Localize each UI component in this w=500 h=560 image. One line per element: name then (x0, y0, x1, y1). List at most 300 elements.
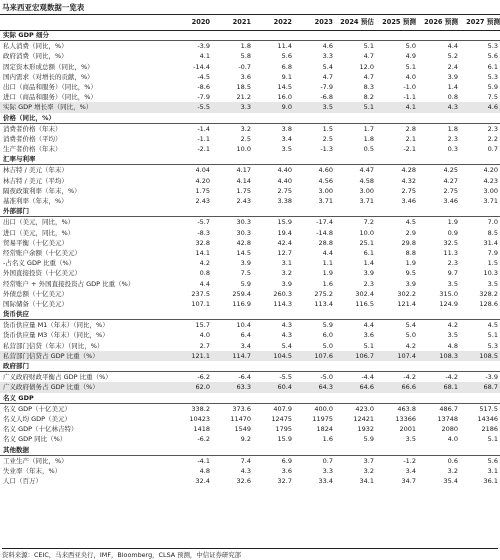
column-header: 2021 (232, 18, 251, 26)
table-cell: 32.8 (195, 238, 210, 247)
table-cell: 14346 (477, 414, 498, 423)
table-cell: 517.5 (479, 404, 498, 413)
table-cell: 6.4 (240, 331, 251, 340)
table-cell: 5.9 (322, 321, 333, 330)
table-cell: 5.9 (487, 82, 498, 91)
table-cell: 35.4 (443, 477, 458, 486)
table-cell: 42.8 (236, 238, 251, 247)
section-header-row (0, 445, 500, 456)
table-cell: 338.2 (191, 404, 210, 413)
section-title: 价格（同比，%） (3, 113, 56, 122)
table-cell: -6.4 (238, 373, 251, 382)
table-cell: 4.7 (363, 72, 374, 81)
table-row (0, 51, 500, 61)
row-label: 经常账户 + 外国直接投资占 GDP 比重（%） (3, 279, 135, 288)
table-cell: 3.71 (359, 197, 374, 205)
table-cell: 373.6 (232, 404, 251, 413)
table-cell: 33.4 (318, 477, 333, 486)
table-cell: 4.5 (487, 321, 498, 330)
table-row (0, 144, 500, 154)
table-cell: 25.1 (359, 238, 374, 247)
table-cell: 4.4 (447, 42, 458, 51)
table-cell: 4.8 (199, 466, 210, 475)
table-row (0, 248, 500, 258)
table-cell: -5.0 (320, 373, 333, 382)
table-row (0, 102, 500, 112)
table-cell: -2.1 (403, 145, 416, 154)
table-cell: 31.4 (483, 238, 498, 247)
table-cell: -8.3 (197, 228, 210, 237)
table-cell: 2.43 (236, 197, 251, 205)
table-cell: 4.60 (318, 166, 333, 175)
row-label: 进口（美元，同比，%） (3, 228, 75, 237)
table-cell: 4.1 (405, 103, 416, 112)
table-cell: 4.47 (359, 166, 374, 175)
table-row (0, 41, 500, 51)
table-cell: 34.1 (359, 477, 374, 486)
table-cell: 1.75 (195, 186, 210, 195)
table-cell: 3.1 (487, 466, 498, 475)
table-row (0, 72, 500, 82)
table-cell: 1932 (357, 425, 374, 434)
table-cell: 107.6 (314, 351, 333, 360)
table-row (0, 196, 500, 206)
table-cell: 1.5 (487, 259, 498, 268)
table-cell: 64.6 (359, 383, 374, 392)
table-cell: 1.5 (322, 124, 333, 133)
table-cell: 124.9 (439, 299, 458, 308)
table-cell: 1.4 (363, 259, 374, 268)
section-header-row (0, 206, 500, 217)
table-cell: 4.23 (483, 176, 498, 185)
table-cell: 0.3 (447, 145, 458, 154)
table-cell: 68.1 (443, 383, 458, 392)
table-cell: 1.6 (322, 279, 333, 288)
table-cell: 9.7 (447, 269, 458, 278)
table-cell: 486.7 (439, 404, 458, 413)
table-cell: 4.3 (447, 103, 458, 112)
row-label: 广义政府债务占 GDP 比重（%） (3, 383, 99, 392)
table-cell: -7.9 (197, 93, 210, 102)
row-label: 出口（商品和服务）（同比，%） (3, 82, 97, 91)
row-label: 外国直接投资（十亿美元） (3, 269, 81, 278)
table-cell: 5.1 (363, 42, 374, 51)
section-title: 货币供应 (3, 310, 29, 319)
table-cell: 4.20 (483, 166, 498, 175)
table-cell: 2.5 (322, 134, 333, 143)
table-cell: 400.0 (314, 404, 333, 413)
row-label: 实际 GDP 增长率（同比，%） (3, 103, 93, 112)
table-cell: 5.6 (487, 52, 498, 61)
table-row (0, 299, 500, 309)
row-label: 国内需求（对增长的贡献，%） (3, 72, 94, 81)
section-title: 名义 GDP (3, 393, 34, 402)
table-cell: 15.9 (277, 435, 292, 444)
table-cell: 3.2 (240, 124, 251, 133)
table-cell: 5.1 (405, 62, 416, 71)
table-cell: 2.3 (447, 134, 458, 143)
table-cell: 107.1 (191, 299, 210, 308)
table-body (0, 30, 500, 486)
table-row (0, 217, 500, 227)
table-row (0, 382, 500, 392)
table-cell: -6.2 (197, 373, 210, 382)
row-label: 名义 GDP（十亿林吉特） (3, 425, 78, 434)
table-cell: 9.0 (281, 103, 292, 112)
table-cell: 14.5 (277, 82, 292, 91)
table-cell: 68.7 (483, 383, 498, 392)
table-cell: 19.4 (277, 228, 292, 237)
row-label: 失业率（年末，%） (3, 466, 62, 475)
table-cell: 4.20 (195, 176, 210, 185)
table-cell: 3.7 (363, 456, 374, 465)
table-cell: 7.9 (487, 248, 498, 257)
table-cell: 3.5 (281, 145, 292, 154)
table-cell: 3.9 (447, 72, 458, 81)
table-cell: 32.4 (195, 477, 210, 486)
table-cell: 3.3 (322, 52, 333, 61)
table-cell: 7.2 (363, 218, 374, 227)
table-row (0, 414, 500, 424)
table-cell: 0.7 (322, 456, 333, 465)
table-cell: 1.9 (447, 218, 458, 227)
table-row (0, 372, 500, 382)
section-title: 其他数据 (3, 445, 29, 454)
table-cell: 4.0 (447, 435, 458, 444)
row-label: 消费者价格（平均） (3, 134, 62, 143)
table-cell: 4.8 (447, 341, 458, 350)
table-cell: -4.1 (197, 456, 210, 465)
table-cell: 1.75 (236, 186, 251, 195)
table-cell: 36.1 (483, 477, 498, 486)
table-cell: 4.4 (363, 321, 374, 330)
table-cell: 237.5 (191, 289, 210, 298)
table-cell: 3.46 (401, 197, 416, 205)
table-cell: -5.7 (197, 218, 210, 227)
table-cell: 10.4 (236, 321, 251, 330)
table-cell: 5.2 (447, 52, 458, 61)
row-label: 工业生产（同比，%） (3, 456, 68, 465)
table-cell: 2.8 (405, 124, 416, 133)
table-cell: 5.0 (322, 341, 333, 350)
table-cell: 2.75 (401, 186, 416, 195)
table-cell: 63.3 (236, 383, 251, 392)
table-cell: 0.5 (363, 145, 374, 154)
table-cell: 0.7 (487, 145, 498, 154)
table-cell: 0.8 (447, 93, 458, 102)
table-cell: 113.4 (314, 299, 333, 308)
table-cell: -3.9 (485, 373, 498, 382)
table-cell: 4.28 (401, 166, 416, 175)
table-cell: 6.8 (281, 62, 292, 71)
table-row (0, 134, 500, 144)
table-cell: 108.5 (479, 351, 498, 360)
table-cell: 1795 (275, 425, 292, 434)
section-header-row (0, 361, 500, 372)
table-cell: 21.2 (236, 93, 251, 102)
table-cell: 32.5 (443, 238, 458, 247)
table-cell: 114.3 (273, 299, 292, 308)
table-cell: 1824 (316, 425, 333, 434)
table-cell: 5.4 (405, 321, 416, 330)
table-cell: 260.3 (273, 289, 292, 298)
table-cell: -8.6 (197, 82, 210, 91)
table-cell: 423.0 (355, 404, 374, 413)
table-cell: 5.3 (487, 341, 498, 350)
row-label: 隔夜政策利率（年末，%） (3, 186, 81, 195)
table-cell: -17.4 (316, 218, 333, 227)
table-cell: 3.6 (281, 466, 292, 475)
table-cell: -4.5 (197, 72, 210, 81)
row-label: 林吉特 / 美元（平均） (3, 176, 68, 185)
table-cell: 328.2 (479, 289, 498, 298)
table-row (0, 289, 500, 299)
table-cell: 3.5 (322, 103, 333, 112)
table-cell: 302.4 (355, 289, 374, 298)
section-header-row (0, 113, 500, 124)
table-cell: 3.4 (240, 341, 251, 350)
row-label: 人口（百万） (3, 477, 42, 486)
table-cell: 4.56 (318, 176, 333, 185)
row-label: 私营部门信贷占 GDP 比重（%） (3, 351, 99, 360)
table-cell: 407.9 (273, 404, 292, 413)
section-title: 外部部门 (3, 207, 29, 216)
table-row (0, 320, 500, 330)
row-label: 生产者价格（年末） (3, 145, 62, 154)
table-cell: 302.2 (397, 289, 416, 298)
table-cell: 4.1 (199, 52, 210, 61)
table-row (0, 456, 500, 466)
row-label: 固定资本形成总额（同比，%） (3, 62, 94, 71)
table-cell: 107.4 (397, 351, 416, 360)
table-cell: 32.7 (277, 477, 292, 486)
column-header: 2020 (191, 18, 210, 26)
table-cell: 5.0 (405, 331, 416, 340)
table-cell: 3.3 (322, 466, 333, 475)
table-cell: 6.1 (487, 62, 498, 71)
table-row (0, 434, 500, 444)
table-cell: 11975 (312, 414, 333, 423)
table-cell: 12421 (353, 414, 374, 423)
table-cell: 4.6 (487, 103, 498, 112)
table-cell: 1.8 (363, 134, 374, 143)
table-cell: 4.04 (195, 166, 210, 175)
table-cell: 3.00 (483, 186, 498, 195)
table-cell: 3.00 (359, 186, 374, 195)
table-cell: 10.0 (359, 228, 374, 237)
table-cell: 114.7 (232, 351, 251, 360)
table-cell: 9.2 (240, 435, 251, 444)
table-cell: 128.6 (479, 299, 498, 308)
table-row (0, 404, 500, 414)
table-cell: 3.71 (318, 197, 333, 205)
section-header-row (0, 393, 500, 404)
table-cell: 3.00 (318, 186, 333, 195)
section-header-row (0, 30, 500, 41)
table-cell: 3.4 (405, 466, 416, 475)
table-cell: 4.3 (281, 321, 292, 330)
row-label: 经常账户余额（十亿美元） (3, 248, 81, 257)
table-cell: 116.5 (355, 299, 374, 308)
table-cell: 2.75 (443, 186, 458, 195)
table-cell: 4.32 (401, 176, 416, 185)
table-cell: 5.1 (363, 103, 374, 112)
table-cell: 8.2 (363, 93, 374, 102)
row-label: 进口（商品和服务）（同比，%） (3, 93, 97, 102)
table-cell: 15.9 (277, 218, 292, 227)
table-cell: 8.3 (363, 82, 374, 91)
table-cell: -1.1 (197, 134, 210, 143)
table-cell: 28.8 (318, 238, 333, 247)
table-cell: 30.3 (236, 228, 251, 237)
table-cell: 2.3 (447, 259, 458, 268)
table-cell: 2.1 (405, 134, 416, 143)
table-cell: 18.5 (236, 82, 251, 91)
table-cell: 13366 (395, 414, 416, 423)
row-label: 广义政府财政平衡占 GDP 比重（%） (3, 373, 112, 382)
table-cell: 6.1 (363, 248, 374, 257)
table-cell: 14.5 (236, 248, 251, 257)
table-cell: 5.4 (322, 62, 333, 71)
table-row (0, 238, 500, 248)
table-cell: 66.6 (401, 383, 416, 392)
table-row (0, 62, 500, 72)
table-cell: 2.3 (487, 124, 498, 133)
table-cell: 7.5 (487, 93, 498, 102)
table-cell: 3.2 (281, 269, 292, 278)
table-cell: 12475 (271, 414, 292, 423)
table-cell: -5.5 (279, 373, 292, 382)
table-cell: 1.9 (322, 269, 333, 278)
table-cell: -1.3 (320, 145, 333, 154)
table-cell: 1418 (193, 425, 210, 434)
row-label: 消费者价格（年末） (3, 124, 62, 133)
table-cell: 2.4 (447, 62, 458, 71)
table-cell: 30.3 (236, 218, 251, 227)
table-cell: 3.3 (240, 103, 251, 112)
table-cell: 10.3 (483, 269, 498, 278)
table-cell: 5.4 (281, 341, 292, 350)
table-row (0, 268, 500, 278)
table-row (0, 341, 500, 351)
table-cell: 4.2 (405, 341, 416, 350)
table-cell: 62.0 (195, 383, 210, 392)
table-cell: 1.8 (447, 124, 458, 133)
table-cell: -6.8 (320, 93, 333, 102)
table-cell: 259.4 (232, 289, 251, 298)
table-cell: 2080 (441, 425, 458, 434)
table-cell: 5.6 (281, 52, 292, 61)
row-label: 名义人均 GDP（美元） (3, 414, 72, 423)
table-row (0, 279, 500, 289)
table-cell: 16.0 (277, 93, 292, 102)
table-cell: 0.9 (447, 228, 458, 237)
table-cell: 4.40 (277, 166, 292, 175)
table-cell: 4.25 (443, 166, 458, 175)
section-header-row (0, 309, 500, 320)
section-title: 汇率与利率 (3, 155, 36, 164)
row-label: 私营部门信贷（年末）（同比，%） (3, 341, 104, 350)
table-cell: 3.9 (240, 259, 251, 268)
table-cell: 463.8 (397, 404, 416, 413)
table-cell: -1.4 (197, 124, 210, 133)
table-cell: 3.5 (405, 435, 416, 444)
table-cell: 1.8 (240, 42, 251, 51)
table-cell: -1.0 (403, 82, 416, 91)
table-row (0, 330, 500, 340)
column-header: 2023 (314, 18, 333, 26)
column-header: 2025 预测 (382, 18, 416, 26)
table-cell: 9.5 (405, 269, 416, 278)
table-cell: 3.71 (483, 197, 498, 205)
row-label: 政府消费（同比，%） (3, 52, 68, 61)
table-cell: 12.0 (359, 62, 374, 71)
table-cell: 121.1 (191, 351, 210, 360)
table-cell: 275.2 (314, 289, 333, 298)
table-cell: 7.5 (240, 269, 251, 278)
table-cell: 3.5 (447, 279, 458, 288)
table-cell: 64.3 (318, 383, 333, 392)
table-cell: 9.1 (281, 72, 292, 81)
table-cell: 3.6 (240, 72, 251, 81)
table-cell: 5.9 (240, 279, 251, 288)
table-cell: 42.4 (277, 238, 292, 247)
table-cell: 2.75 (277, 186, 292, 195)
table-cell: 4.9 (405, 52, 416, 61)
source-note: 资料来源：CEIC，马来西亚央行，IMF，Bloomberg，CLSA 预测，中信证券研究部 (2, 548, 498, 559)
table-cell: 6.9 (281, 456, 292, 465)
row-label: 名义 GDP 同比（%） (3, 435, 67, 444)
table-cell: 2.3 (363, 279, 374, 288)
table-row (0, 92, 500, 102)
table-cell: 34.7 (401, 477, 416, 486)
row-label: 货币供应量 M3（年末）（同比，%） (3, 331, 109, 340)
column-header: 2026 预测 (424, 18, 458, 26)
table-cell: 3.46 (443, 197, 458, 205)
table-cell: -14.4 (193, 62, 210, 71)
row-label: 贸易平衡（十亿美元） (3, 238, 68, 247)
table-cell: 5.0 (405, 42, 416, 51)
table-cell: -3.9 (197, 42, 210, 51)
row-label: 出口（美元，同比，%） (3, 218, 75, 227)
table-cell: 4.14 (236, 176, 251, 185)
table-cell: 1.4 (447, 82, 458, 91)
row-label: -占名义 GDP 比重（%） (3, 259, 76, 268)
table-row (0, 124, 500, 134)
table-cell: 11470 (230, 414, 251, 423)
table-cell: 6.0 (322, 331, 333, 340)
table-cell: 8.8 (405, 248, 416, 257)
table-cell: -1.2 (403, 456, 416, 465)
table-cell: 1.6 (322, 435, 333, 444)
table-cell: 116.9 (232, 299, 251, 308)
table-cell: 1.9 (405, 259, 416, 268)
table-cell: -6.2 (197, 435, 210, 444)
table-cell: 3.38 (277, 197, 292, 205)
section-header-row (0, 154, 500, 165)
table-cell: 5.1 (363, 341, 374, 350)
table-cell: 2.2 (487, 134, 498, 143)
table-cell: 4.3 (281, 331, 292, 340)
table-cell: 106.7 (355, 351, 374, 360)
table-cell: 2.43 (195, 197, 210, 205)
table-row (0, 424, 500, 434)
table-row (0, 476, 500, 486)
table-cell: -0.7 (238, 62, 251, 71)
table-cell: 3.1 (281, 259, 292, 268)
table-cell: 3.6 (363, 331, 374, 340)
table-cell: 3.5 (447, 331, 458, 340)
